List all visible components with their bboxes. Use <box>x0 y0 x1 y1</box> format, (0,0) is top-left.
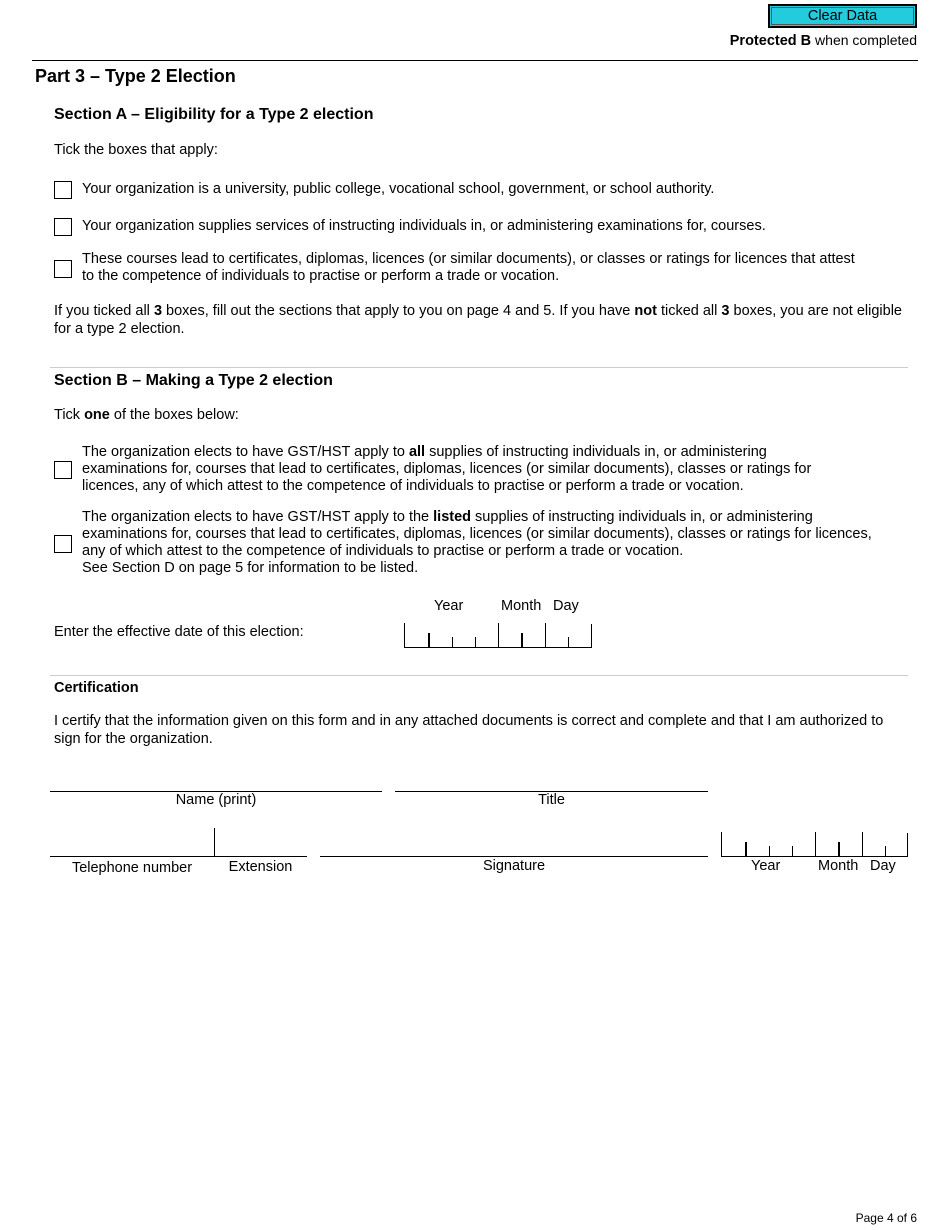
certification-text: I certify that the information given on this form and in any attached documents is correct and complete and that I am authorized to sign for the organization. <box>54 713 884 747</box>
effective-date-input[interactable] <box>404 624 592 648</box>
election-all-checkbox[interactable] <box>54 461 72 479</box>
name-label: Name (print) <box>175 792 257 808</box>
eligibility-text-3: These courses lead to certificates, diplomas, licences (or similar documents), or classes or ratings for licences that attest to the competence of individuals to practise or perform a trade or vocation. <box>82 251 855 284</box>
eligibility-checkbox-2[interactable] <box>54 218 72 236</box>
eligibility-note: If you ticked all 3 boxes, fill out the sections that apply to you on page 4 and 5. If you have not ticked all 3 boxes, you are not eligible for a type 2 election. <box>54 303 902 337</box>
section-a-instruction: Tick the boxes that apply: <box>54 142 218 158</box>
certification-title: Certification <box>54 680 139 696</box>
election-all-text: The organization elects to have GST/HST apply to all supplies of instructing individuals in, or administering examinations for, courses that lead to certificates, diplomas, licences (or similar documents), classes or ratings for licences, any of which attest to the competence of individuals to practise or perform a trade or vocation. <box>82 444 812 494</box>
part-title: Part 3 – Type 2 Election <box>35 66 236 86</box>
signature-label: Signature <box>482 858 546 874</box>
eligibility-checkbox-3[interactable] <box>54 260 72 278</box>
eligibility-text-2: Your organization supplies services of instructing individuals in, or administering examinations for, courses. <box>82 218 766 234</box>
signature-day-label: Day <box>870 858 896 874</box>
title-label: Title <box>538 792 565 808</box>
signature-date-input[interactable] <box>721 833 908 857</box>
protected-b-notice: Protected B when completed <box>729 32 917 49</box>
header-divider <box>32 60 918 61</box>
eligibility-text-1: Your organization is a university, public college, vocational school, government, or school authority. <box>82 181 715 197</box>
telephone-label: Telephone number <box>71 860 193 876</box>
section-divider <box>50 675 908 676</box>
signature-month-label: Month <box>818 858 859 874</box>
effective-day-label: Day <box>553 598 579 614</box>
effective-month-label: Month <box>501 598 542 614</box>
page-number: Page 4 of 6 <box>855 1211 917 1225</box>
eligibility-checkbox-1[interactable] <box>54 181 72 199</box>
effective-year-label: Year <box>434 598 464 614</box>
effective-date-label: Enter the effective date of this election: <box>54 624 304 640</box>
election-listed-checkbox[interactable] <box>54 535 72 553</box>
extension-label: Extension <box>228 859 293 875</box>
clear-data-button[interactable]: Clear Data <box>768 4 917 28</box>
section-b-instruction: Tick one of the boxes below: <box>54 407 239 423</box>
telephone-field[interactable] <box>50 856 214 857</box>
election-listed-text: The organization elects to have GST/HST apply to the listed supplies of instructing individuals in, or administering examinations for, courses that lead to certificates, diplomas, licences (or similar documents), classes or ratings for licences, any of which attest to the competence of individuals to practise or perform a trade or vocation. See Section D on page 5 for information to be listed. <box>82 509 872 576</box>
signature-year-label: Year <box>751 858 781 874</box>
section-divider <box>50 367 908 368</box>
phone-ext-divider <box>214 828 215 857</box>
section-b-title: Section B – Making a Type 2 election <box>54 372 333 389</box>
section-a-title: Section A – Eligibility for a Type 2 election <box>54 106 374 123</box>
extension-field[interactable] <box>214 856 307 857</box>
signature-field[interactable] <box>320 856 708 857</box>
